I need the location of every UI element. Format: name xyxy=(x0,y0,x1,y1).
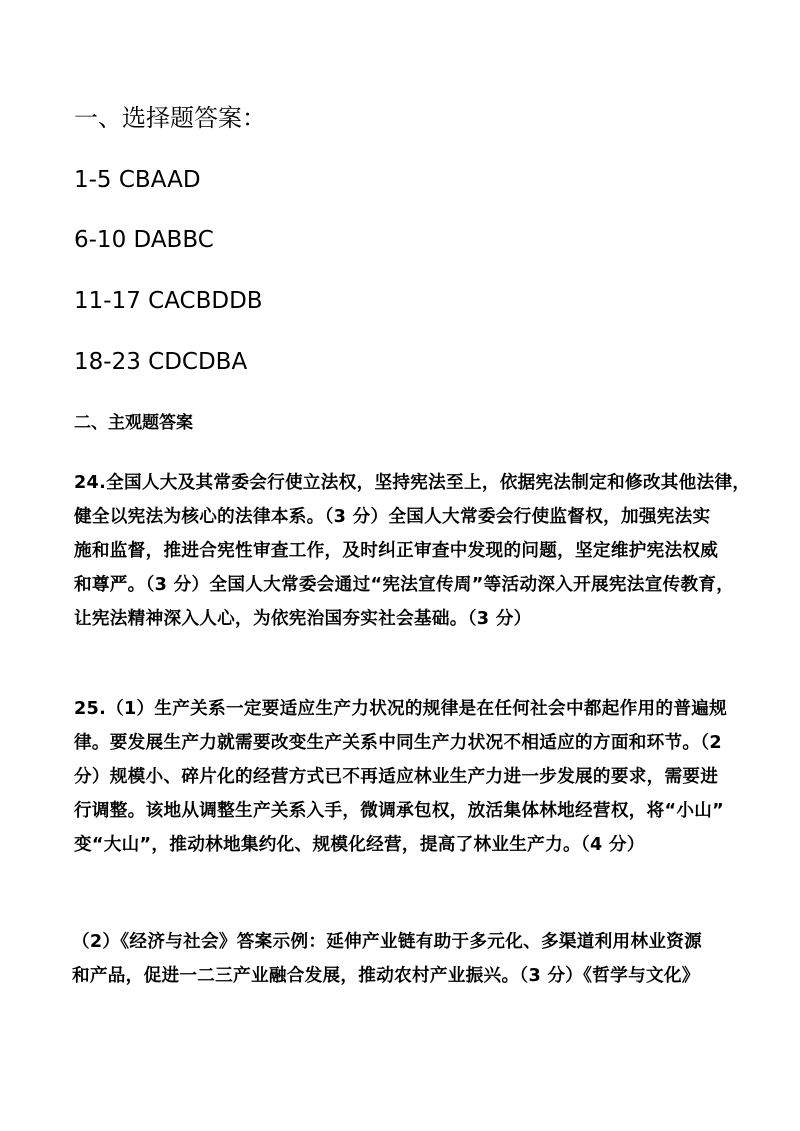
q24-line-3: 施和监督，推进合宪性审查工作，及时纠正审查中发现的问题，坚定维护宪法权威 xyxy=(74,541,719,561)
question-25-2-answer xyxy=(72,925,702,993)
q24-line-5: 让宪法精神深入人心，为依宪治国夯实社会基础。（3 分） xyxy=(74,609,532,629)
section1-title: 一、选择题答案： xyxy=(74,104,266,132)
q25-1-line-1: 25.（1）生产关系一定要适应生产力状况的规律是在任何社会中都起作用的普遍规 xyxy=(74,699,727,719)
answer-line-4: 18-23 CDCDBA xyxy=(74,349,248,375)
q24-line-1: 24.全国人大及其常委会行使立法权，坚持宪法至上，依据宪法制定和修改其他法律， xyxy=(74,473,751,493)
q25-1-line-2: 律。要发展生产力就需要改变生产关系中同生产力状况不相适应的方面和环节。（2 xyxy=(74,733,722,753)
q25-2-line-1: （2）《经济与社会》答案示例：延伸产业链有助于多元化、多渠道利用林业资源 xyxy=(72,932,703,952)
q25-1-line-3: 分）规模小、碎片化的经营方式已不再适应林业生产力进一步发展的要求，需要进 xyxy=(74,767,719,787)
q25-2-line-2: 和产品，促进一二三产业融合发展，推动农村产业振兴。（3 分）《哲学与文化》 xyxy=(72,966,700,986)
answer-line-1: 1-5 CBAAD xyxy=(74,167,201,193)
answer-line-3: 11-17 CACBDDB xyxy=(74,288,263,314)
q24-line-2: 健全以宪法为核心的法律本系。（3 分）全国人大常委会行使监督权，加强宪法实 xyxy=(74,507,711,527)
answer-line-2: 6-10 DABBC xyxy=(74,227,214,253)
section2-title: 二、主观题答案 xyxy=(74,413,193,433)
question-24-answer xyxy=(74,466,750,636)
question-25-1-answer xyxy=(74,692,727,862)
q25-1-line-5: 变“大山”，推动林地集约化、规模化经营，提高了林业生产力。（4 分） xyxy=(74,835,645,855)
q25-1-line-4: 行调整。该地从调整生产关系入手，微调承包权，放活集体林地经营权，将“小山” xyxy=(74,801,725,821)
q24-line-4: 和尊严。（3 分）全国人大常委会通过“宪法宣传周”等活动深入开展宪法宣传教育， xyxy=(74,575,735,595)
